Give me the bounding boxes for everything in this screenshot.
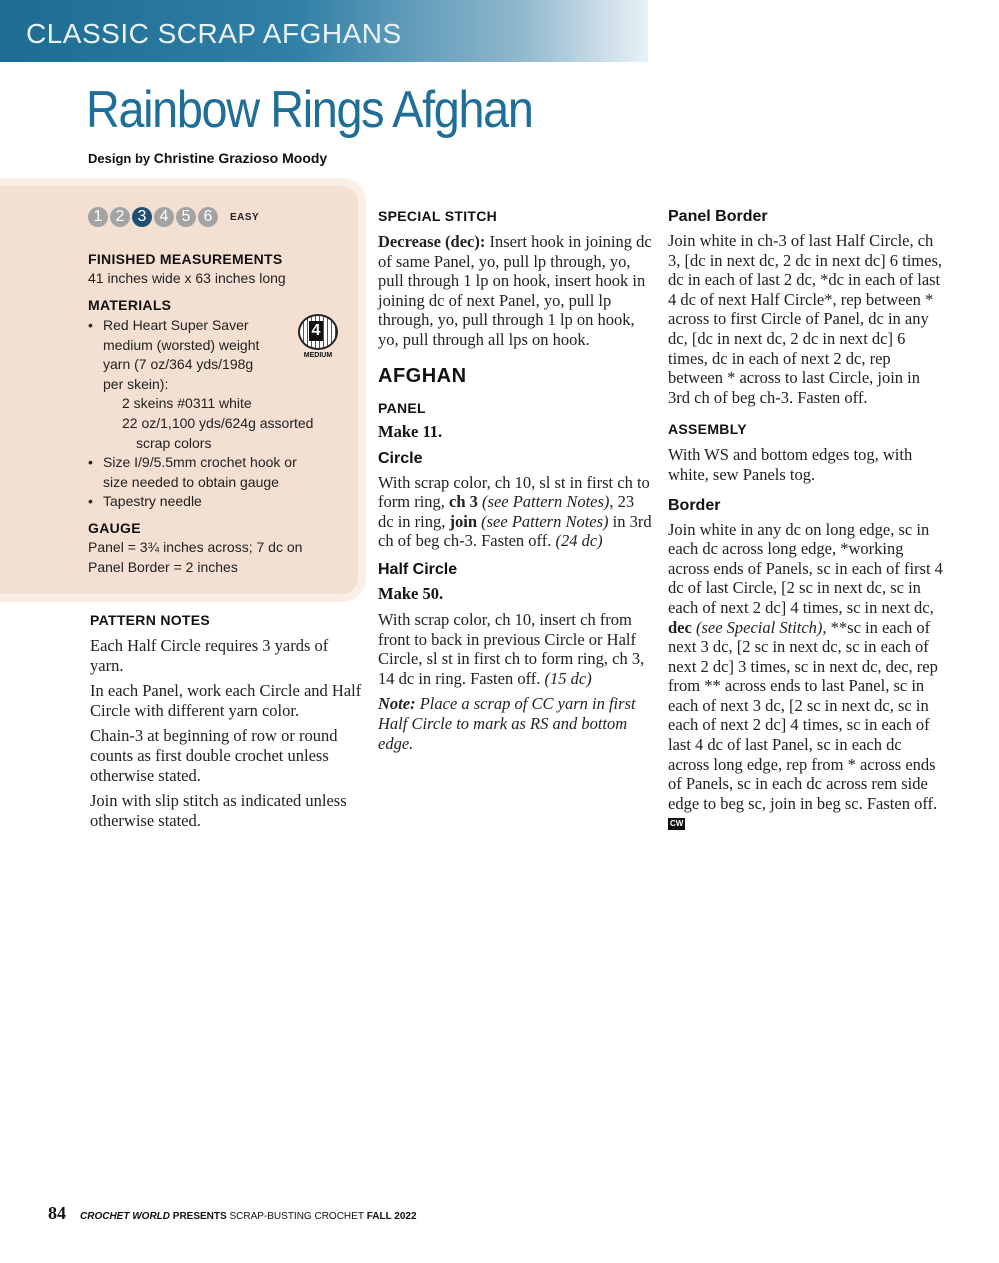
skill-level-4-icon: 4 xyxy=(154,207,174,227)
page-title: Rainbow Rings Afghan xyxy=(86,81,533,139)
yarn-weight-label: MEDIUM xyxy=(303,352,333,359)
pattern-notes-column xyxy=(90,612,365,830)
half-circle-make: Make 50. xyxy=(378,583,444,603)
special-stitch-text: Decrease (dec): Insert hook in joining dc of same Panel, yo, pull lp through, yo, pull through 1 lp on hook, insert hook in joining dc of next Panel, yo, pull lp through, yo, pull through 1 lp on hook, yo, pull through all lps on hook. xyxy=(378,232,652,349)
pattern-notes-heading: PATTERN NOTES xyxy=(90,612,211,628)
list-item: 2 skeins #0311 white xyxy=(122,395,252,412)
skill-level xyxy=(88,207,259,227)
list-item: • Tapestry needle xyxy=(88,492,328,512)
section-title: CLASSIC SCRAP AFGHANS xyxy=(26,18,402,49)
note-paragraph: Join with slip stitch as indicated unless otherwise stated. xyxy=(90,791,347,830)
materials-heading: MATERIALS xyxy=(88,297,172,313)
border-heading: Border xyxy=(668,496,721,514)
byline xyxy=(88,150,327,166)
finished-text: 41 inches wide x 63 inches long xyxy=(88,270,286,286)
publication-line: CROCHET WORLD PRESENTS SCRAP-BUSTING CROCHET FALL 2022 xyxy=(80,1211,417,1222)
yarn-weight-icon xyxy=(293,314,343,359)
yarn-weight-number: 4 xyxy=(309,321,323,341)
middle-column xyxy=(378,208,653,753)
afghan-heading: AFGHAN xyxy=(378,364,467,387)
list-item: • Red Heart Super Saver medium (worsted) weight yarn (7 oz/364 yds/198g per skein): xyxy=(88,316,328,394)
border-text: Join white in any dc on long edge, sc in each dc across long edge, *working across ends of Panels, sc in each of first 4 dc of last Circle, [2 sc in next dc, sc in each of next 2 dc] 4 times, sc in next dc, dec (see Special Stitch), **sc in each of next 3 dc, [2 sc in next dc, sc in each of next 2 dc] 3 times, sc in next dc, dec, rep from ** across ends to last Panel, sc in each of next 3 dc, [2 sc in next dc, sc in each of next 2 dc] 4 times, sc in each of last 4 dc of last Panel, sc in each dc across long edge, rep from * across ends of Panels, sc in each dc across rem side edge to beg sc, join in beg sc. Fasten off. CW xyxy=(668,519,943,829)
panel-border-text: Join white in ch-3 of last Half Circle, ch 3, [dc in next dc, 2 dc in next dc] 6 times, dc in each of last 2 dc, *dc in each of last 4 dc of next Half Circle*, rep between * across to first Circle of Panel, dc in any dc, [dc in next dc, 2 dc in next dc] 6 times, dc in each of next 2 dc, rep between * across to last Circle, join in 3rd ch of beg ch-3. Fasten off. xyxy=(668,231,943,407)
finished-heading: FINISHED MEASUREMENTS xyxy=(88,251,283,267)
assembly-heading: ASSEMBLY xyxy=(668,421,747,438)
end-mark-icon: CW xyxy=(670,819,684,829)
half-circle-heading: Half Circle xyxy=(378,560,458,578)
skill-level-2-icon: 2 xyxy=(110,207,130,227)
materials-list xyxy=(88,316,328,512)
note-paragraph: Each Half Circle requires 3 yards of yarn. xyxy=(90,636,329,675)
assembly-text: With WS and bottom edges tog, with white, sew Panels tog. xyxy=(668,445,913,484)
note-paragraph: In each Panel, work each Circle and Half Circle with different yarn color. xyxy=(90,681,362,720)
panel-border-heading: Panel Border xyxy=(668,208,768,225)
circle-text: With scrap color, ch 10, sl st in first ch to form ring, ch 3 (see Pattern Notes), 23 dc in ring, join (see Pattern Notes) in 3rd ch of beg ch-3. Fasten off. (24 dc) xyxy=(378,472,652,551)
half-circle-note: Note: Place a scrap of CC yarn in first Half Circle to mark as RS and bottom edge. xyxy=(378,694,636,753)
gauge-line-2: Panel Border = 2 inches xyxy=(88,559,238,575)
skill-level-1-icon: 1 xyxy=(88,207,108,227)
right-column xyxy=(668,208,946,833)
skill-level-3-icon: 3 xyxy=(132,207,152,227)
special-stitch-heading: SPECIAL STITCH xyxy=(378,208,498,224)
list-item: 22 oz/1,100 yds/624g assorted xyxy=(122,414,314,431)
section-banner xyxy=(0,0,648,62)
skill-level-label: EASY xyxy=(230,211,260,223)
skill-level-6-icon: 6 xyxy=(198,207,218,227)
panel-heading: PANEL xyxy=(378,399,426,416)
note-paragraph: Chain-3 at beginning of row or round counts as first double crochet unless otherwise stated. xyxy=(90,726,338,785)
list-item: scrap colors xyxy=(136,434,212,451)
byline-prefix: Design by xyxy=(88,151,151,166)
page-footer xyxy=(48,1203,417,1224)
skill-level-5-icon: 5 xyxy=(176,207,196,227)
list-item: • Size I/9/5.5mm crochet hook or size needed to obtain gauge xyxy=(88,453,328,492)
panel-make: Make 11. xyxy=(378,421,443,441)
circle-heading: Circle xyxy=(378,449,423,467)
half-circle-text: With scrap color, ch 10, insert ch from front to back in previous Circle or Half Circle, sl st in first ch to form ring, ch 3, 14 dc in ring. Fasten off. (15 dc) xyxy=(378,609,645,688)
designer-name: Christine Grazioso Moody xyxy=(153,150,328,166)
page-number: 84 xyxy=(48,1203,66,1223)
gauge-line-1: Panel = 3¾ inches across; 7 dc on xyxy=(88,539,303,555)
gauge-heading: GAUGE xyxy=(88,520,141,536)
